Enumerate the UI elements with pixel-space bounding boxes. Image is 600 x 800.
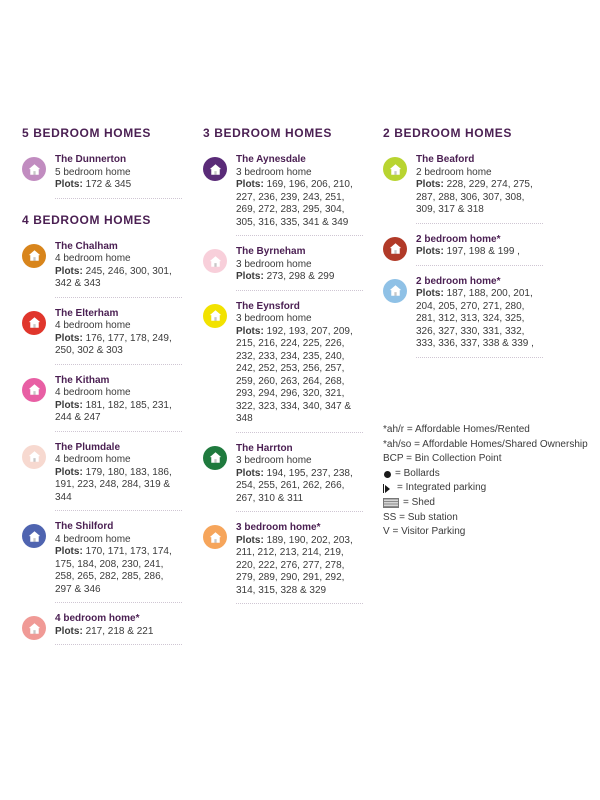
- house-icon: [22, 378, 46, 402]
- plots-value: 187, 188, 200, 201, 204, 205, 270, 271, 280, 281, 312, 313, 324, 325, 326, 327, 330, 331, 332, 333, 336, 337, 338 & 339 ,: [416, 288, 534, 349]
- plots-value: 192, 193, 207, 209, 215, 216, 224, 225, 226, 232, 233, 234, 235, 240, 242, 252, 253, 256, 257, 259, 260, 263, 264, 268, 293, 294, 296, 320, 321, 322, 323, 334, 340, 347 & 348: [236, 325, 353, 424]
- plots-value: 273, 298 & 299: [266, 271, 335, 282]
- heading-4-bedroom: 4 BEDROOM HOMES: [22, 212, 152, 227]
- list-2-bedroom: [383, 154, 543, 358]
- house-type-plots: [236, 271, 363, 284]
- house-type-plots: [55, 546, 182, 596]
- house-type-entry: [383, 234, 543, 266]
- list-4-bedroom: [22, 241, 182, 646]
- house-type-title: The Elterham: [55, 307, 119, 319]
- list-3-bedroom: [203, 154, 363, 604]
- plots-value: 172 & 345: [85, 179, 132, 190]
- house-type-plots: [55, 400, 182, 425]
- plots-label: Plots:: [236, 467, 264, 479]
- house-type-bedrooms: 3 bedroom home: [236, 258, 312, 270]
- legend-v: [383, 525, 588, 540]
- house-type-entry: [203, 301, 363, 433]
- house-type-plots: [55, 467, 182, 505]
- legend-ahso: [383, 438, 588, 453]
- house-type-plots: [236, 326, 363, 426]
- legend-ahr-text: *ah/r = Affordable Homes/Rented: [383, 424, 530, 435]
- house-type-plots: [236, 468, 363, 506]
- plots-label: Plots:: [236, 534, 264, 546]
- heading-3-bedroom: 3 BEDROOM HOMES: [203, 126, 333, 140]
- house-type-plots: [55, 626, 182, 639]
- list-5-bedroom: [22, 154, 182, 199]
- house-type-plots: [416, 246, 543, 259]
- plots-label: Plots:: [236, 325, 264, 337]
- legend-bollards-text: = Bollards: [395, 467, 440, 479]
- plots-label: Plots:: [416, 246, 444, 257]
- plots-label: Plots:: [55, 466, 83, 478]
- column-3-bedroom: [203, 126, 363, 614]
- house-type-title: The Dunnerton: [55, 154, 127, 165]
- house-type-plots: [236, 535, 363, 598]
- house-type-title: 2 bedroom home*: [416, 233, 501, 245]
- house-type-plots: [55, 333, 182, 358]
- legend-ahso-text: *ah/so = Affordable Homes/Shared Ownership: [383, 438, 588, 450]
- house-type-bedrooms: 4 bedroom home: [55, 533, 131, 545]
- house-type-title: The Beaford: [416, 154, 475, 165]
- house-icon: [22, 157, 46, 181]
- legend-bcp-text: BCP = Bin Collection Point: [383, 453, 502, 465]
- plots-label: Plots:: [55, 179, 83, 190]
- plots-label: Plots:: [416, 288, 444, 299]
- legend-shed: [383, 496, 588, 511]
- plots-value: 217, 218 & 221: [85, 625, 154, 637]
- house-type-title: The Eynsford: [236, 300, 300, 312]
- plots-value: 170, 171, 173, 174, 175, 184, 208, 230, 241, 258, 265, 282, 285, 286, 297 & 346: [55, 546, 172, 595]
- legend-v-text: V = Visitor Parking: [383, 526, 466, 538]
- legend-bcp: [383, 452, 588, 467]
- house-type-entry: [203, 246, 363, 291]
- house-type-title: The Shilford: [55, 521, 114, 532]
- house-icon: [203, 525, 227, 549]
- plots-value: 179, 180, 183, 186, 191, 223, 248, 284, 319 & 344: [55, 466, 172, 503]
- house-type-bedrooms: 2 bedroom home: [416, 166, 492, 178]
- house-type-bedrooms: 4 bedroom home: [55, 454, 131, 465]
- house-type-title: 2 bedroom home*: [416, 275, 501, 287]
- house-type-bedrooms: 3 bedroom home: [236, 166, 312, 178]
- plots-value: 169, 196, 206, 210, 227, 236, 239, 243, 251, 269, 272, 283, 295, 304, 305, 316, 335, 341 & 349: [236, 179, 353, 228]
- house-icon: [383, 279, 407, 303]
- house-type-title: The Aynesdale: [236, 154, 306, 165]
- house-type-plots: [416, 288, 543, 351]
- house-icon: [203, 157, 227, 181]
- house-type-plots: [236, 179, 363, 229]
- plots-label: Plots:: [55, 332, 83, 344]
- plots-value: 197, 198 & 199 ,: [446, 246, 520, 257]
- plots-value: 194, 195, 237, 238, 254, 255, 261, 262, 266, 267, 310 & 311: [236, 467, 353, 504]
- heading-5-bedroom: 5 BEDROOM HOMES: [22, 126, 152, 140]
- plots-value: 189, 190, 202, 203, 211, 212, 213, 214, 219, 220, 222, 276, 277, 278, 279, 289, 290, 291, 292, 314, 315, 328 & 329: [236, 534, 353, 596]
- house-type-title: 4 bedroom home*: [55, 613, 140, 624]
- plots-label: Plots:: [416, 179, 444, 190]
- house-type-title: The Harrton: [236, 442, 293, 454]
- plots-label: Plots:: [55, 625, 83, 637]
- house-type-plots: [416, 179, 543, 217]
- column-large-homes: [22, 126, 182, 655]
- legend-parking: [383, 481, 588, 496]
- house-type-entry: [22, 442, 182, 512]
- house-type-entry: [203, 154, 363, 236]
- heading-2-bedroom: 2 BEDROOM HOMES: [383, 126, 513, 140]
- plots-label: Plots:: [55, 399, 83, 411]
- house-type-entry: [22, 154, 182, 199]
- house-icon: [22, 616, 46, 640]
- house-icon: [22, 244, 46, 268]
- house-type-title: 3 bedroom home*: [236, 522, 321, 533]
- house-type-bedrooms: 4 bedroom home: [55, 253, 131, 264]
- legend: [383, 423, 588, 540]
- plots-value: 181, 182, 185, 231, 244 & 247: [55, 399, 172, 423]
- legend-shed-text: = Shed: [403, 496, 435, 508]
- house-type-title: The Chalham: [55, 240, 118, 252]
- plots-value: 245, 246, 300, 301, 342 & 343: [55, 265, 172, 289]
- bollard-dot-icon: [384, 471, 391, 478]
- house-type-plots: [55, 179, 182, 192]
- house-icon: [22, 445, 46, 469]
- house-icon: [22, 524, 46, 548]
- legend-ss: [383, 511, 588, 526]
- house-type-entry: [22, 308, 182, 365]
- parking-arrow-icon: [383, 484, 394, 493]
- house-type-title: The Plumdale: [55, 441, 121, 453]
- legend-bollards: [383, 467, 588, 482]
- plots-label: Plots:: [55, 265, 83, 277]
- house-type-entry: [383, 276, 543, 358]
- house-type-bedrooms: 4 bedroom home: [55, 320, 131, 331]
- plots-label: Plots:: [236, 179, 264, 190]
- house-type-entry: [383, 154, 543, 224]
- house-icon: [203, 446, 227, 470]
- house-type-entry: [203, 443, 363, 513]
- house-type-entry: [22, 521, 182, 603]
- shed-hatch-icon: [383, 498, 399, 508]
- house-type-entry: [22, 613, 182, 645]
- house-type-entry: [22, 241, 182, 298]
- house-type-bedrooms: 5 bedroom home: [55, 166, 131, 178]
- house-type-title: The Kitham: [55, 374, 110, 386]
- house-type-title: The Byrneham: [236, 246, 306, 257]
- house-icon: [383, 237, 407, 261]
- house-type-entry: [22, 375, 182, 432]
- house-type-bedrooms: 4 bedroom home: [55, 387, 131, 398]
- plots-label: Plots:: [55, 546, 83, 557]
- legend-ss-text: SS = Sub station: [383, 511, 458, 523]
- legend-parking-text: = Integrated parking: [397, 482, 487, 494]
- house-type-bedrooms: 3 bedroom home: [236, 455, 312, 466]
- house-type-entry: [203, 522, 363, 604]
- plots-value: 176, 177, 178, 249, 250, 302 & 303: [55, 332, 172, 356]
- house-icon: [383, 157, 407, 181]
- plots-value: 228, 229, 274, 275, 287, 288, 306, 307, 308, 309, 317 & 318: [416, 179, 533, 215]
- legend-ahr: [383, 423, 588, 438]
- column-2-bedroom: [383, 126, 543, 368]
- house-type-bedrooms: 3 bedroom home: [236, 313, 312, 324]
- house-icon: [203, 249, 227, 273]
- house-icon: [203, 304, 227, 328]
- plots-label: Plots:: [236, 271, 264, 282]
- house-icon: [22, 311, 46, 335]
- house-type-plots: [55, 266, 182, 291]
